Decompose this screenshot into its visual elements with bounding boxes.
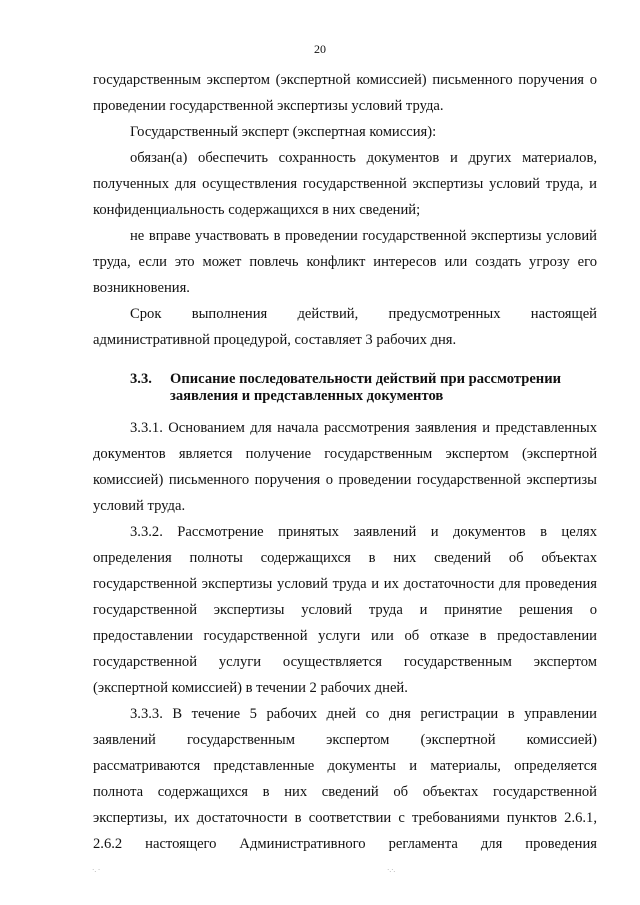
paragraph-duty-confidentiality: обязан(а) обеспечить сохранность документов и других материалов, полученных для осуществления государственной экспертизы условий труда, и конфиденциальность содержащихся в них сведений; (93, 150, 597, 218)
page-footer (0, 866, 640, 876)
page-number: 20 (314, 42, 326, 56)
paragraph-3-3-2: 3.3.2. Рассмотрение принятых заявлений и документов в целях определения полноты содержащихся в них сведений об объектах государственной экспертизы условий труда и их достаточности для проведения государственной экспертизы условий труда и принятие решения о предоставлении государственной услуги или об отказе в предоставлении государственной услуги осуществляется государственным экспертом (экспертной комиссией) в течении 2 рабочих дней. (93, 524, 597, 696)
paragraph-continuation: государственным экспертом (экспертной комиссией) письменного поручения о проведении государственной экспертизы условий труда. (93, 72, 597, 114)
section-title-line1: Описание последовательности действий при рассмотрении (170, 371, 562, 387)
section-title-line2: заявления и представленных документов (170, 388, 444, 404)
paragraph-3-3-3: 3.3.3. В течение 5 рабочих дней со дня регистрации в управлении заявлений государственным экспертом (экспертной комиссией) рассматриваются представленные документы и материалы, определяется полнота содержащихся в них сведений об объектах государственной экспертизы, их достаточности в соответствии с требованиями пунктов 2.6.1, 2.6.2 настоящего Административного регламента для проведения (93, 706, 597, 852)
paragraph-deadline: Срок выполнения действий, предусмотренных настоящей административной процедурой, составляет 3 рабочих дня. (93, 306, 597, 348)
footer-mark-left: ·. · (92, 866, 101, 874)
paragraph-duty-conflict: не вправе участвовать в проведении государственной экспертизы условий труда, если это может повлечь конфликт интересов или создать угрозу его возникновения. (93, 228, 597, 296)
paragraph-expert-duties-intro: Государственный эксперт (экспертная комиссия): (130, 124, 437, 140)
section-heading (93, 371, 597, 405)
footer-mark-center: ·.·. (387, 866, 396, 874)
paragraph-3-3-1: 3.3.1. Основанием для начала рассмотрения заявления и представленных документов является получение государственным экспертом (экспертной комиссией) письменного поручения о проведении государственной экспертизы условий труда. (93, 420, 597, 514)
document-body (93, 67, 597, 857)
section-number: 3.3. (130, 371, 152, 387)
